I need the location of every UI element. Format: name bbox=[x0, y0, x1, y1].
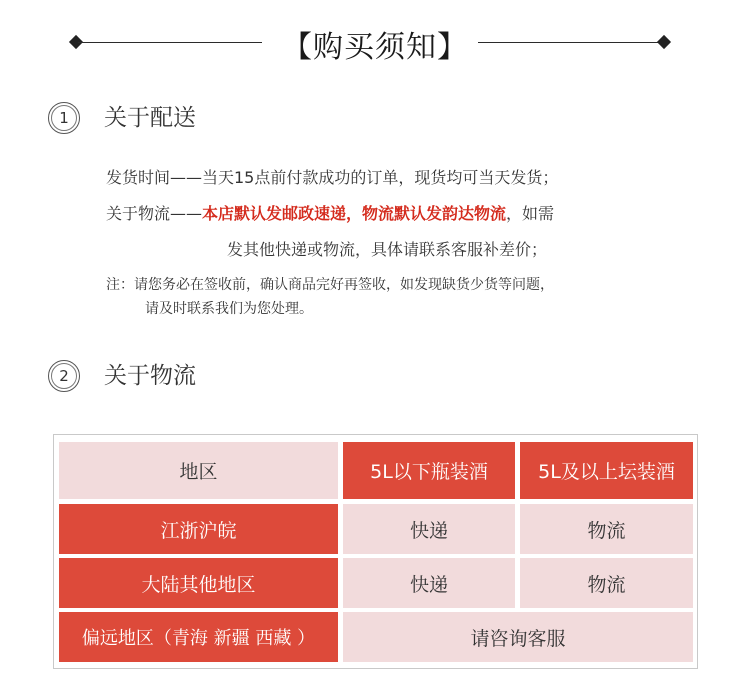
table-cell: 物流 bbox=[520, 558, 693, 608]
table-cell: 物流 bbox=[520, 504, 693, 554]
logistics-prefix: 关于物流—— bbox=[106, 204, 203, 223]
section-number-circle: 1 bbox=[48, 102, 80, 134]
section-title: 关于物流 bbox=[104, 363, 196, 389]
table-row-region: 偏远地区（青海 新疆 西藏 ） bbox=[59, 612, 338, 662]
note-text-line2: 请及时联系我们为您处理。 bbox=[145, 301, 313, 317]
table-cell-merged: 请咨询客服 bbox=[343, 612, 693, 662]
table-header-region: 地区 bbox=[59, 442, 338, 499]
page-title: 【购买须知】 bbox=[282, 30, 468, 65]
table-cell: 快递 bbox=[343, 558, 515, 608]
table-row-region: 大陆其他地区 bbox=[59, 558, 338, 608]
note-text-line1: 注：请您务必在签收前，确认商品完好再签收，如发现缺货少货等问题， bbox=[106, 277, 554, 293]
shipping-table bbox=[53, 434, 698, 669]
logistics-continued-text: 发其他快递或物流，具体请联系客服补差价； bbox=[227, 240, 548, 259]
table-row-region: 江浙沪皖 bbox=[59, 504, 338, 554]
logistics-highlight: 本店默认发邮政速递，物流默认发韵达物流 bbox=[202, 204, 507, 223]
left-divider-line bbox=[78, 42, 262, 43]
right-diamond-ornament bbox=[657, 35, 671, 49]
section-title: 关于配送 bbox=[104, 105, 196, 131]
logistics-suffix: ，如需 bbox=[506, 204, 555, 223]
table-cell: 快递 bbox=[343, 504, 515, 554]
logistics-text bbox=[106, 202, 554, 226]
shipping-time-text: 发货时间——当天15点前付款成功的订单，现货均可当天发货； bbox=[106, 168, 559, 187]
table-header-bottled: 5L以下瓶装酒 bbox=[343, 442, 515, 499]
right-divider-line bbox=[478, 42, 662, 43]
section-number-circle: 2 bbox=[48, 360, 80, 392]
page-header bbox=[0, 18, 750, 66]
table-header-jar: 5L及以上坛装酒 bbox=[520, 442, 693, 499]
